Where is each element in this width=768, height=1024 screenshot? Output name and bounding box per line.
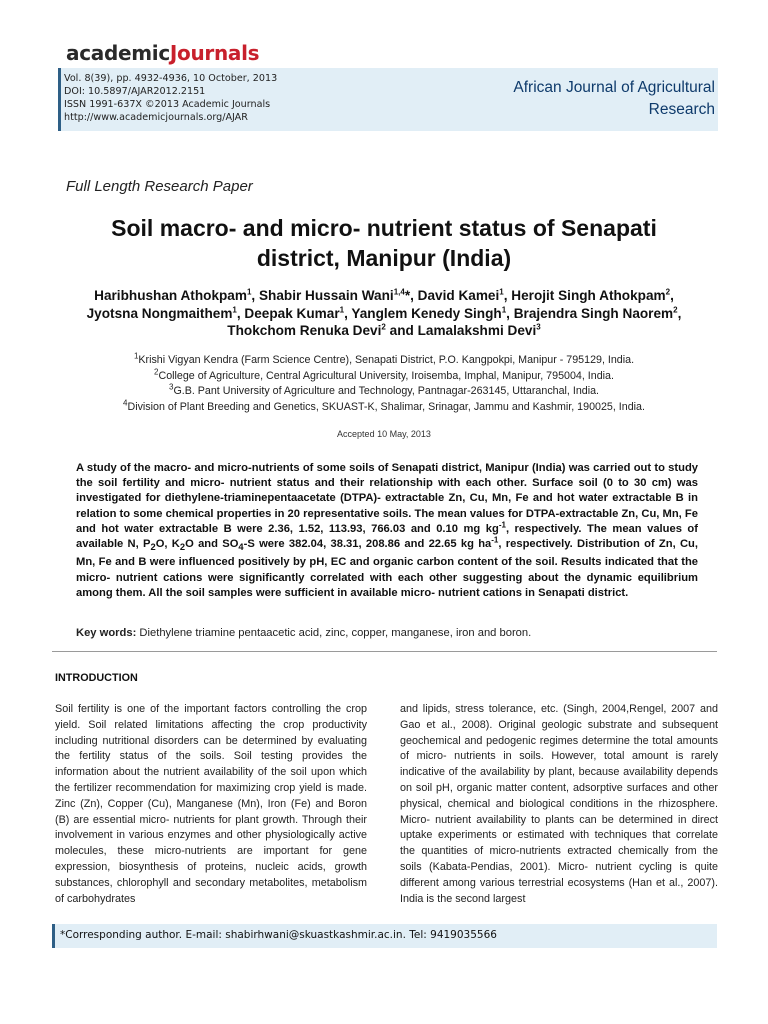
affiliation: $^4$Division of Plant Breeding and Genetics, SKUAST-K, Shalimar, Srinagar, Jammu and Kashmir, 190025, India. <box>123 397 645 413</box>
publisher-logo: academicJournals <box>66 41 260 65</box>
keywords-label: Key words: <box>76 627 137 639</box>
author: Brajendra Singh Naorem <box>513 305 674 321</box>
corresponding-author: *Corresponding author. E-mail: shabirhwani@skuastkashmir.ac.in. Tel: 9419035566 <box>60 929 497 941</box>
affiliation: $^1$Krishi Vigyan Kendra (Farm Science Centre), Senapati District, P.O. Kangpokpi, Manipur - 795129, India. <box>133 351 635 366</box>
author: Thokchom Renuka Devi <box>227 323 382 338</box>
author: Shabir Hussain Wani <box>258 288 394 303</box>
article-meta <box>64 72 277 124</box>
affiliations <box>58 353 710 415</box>
author: David Kamei <box>417 288 500 303</box>
volume-info: Vol. 8(39), pp. 4932-4936, 10 October, 2013 <box>64 73 278 84</box>
keywords <box>76 627 531 639</box>
paper-type: Full Length Research Paper <box>66 178 253 195</box>
journal-url[interactable]: http://www.academicjournals.org/AJAR <box>64 112 248 123</box>
body-column-right: and lipids, stress tolerance, etc. (Singh, 2004,Rengel, 2007 and Gao et al., 2008). Original geologic substrate and subsequent geochemical and pedogenic regimes determine the total amounts of micro- nutrients in soils. However, total amount is rarely indicative of the availability by plant, because availability depends on soil pH, organic matter content, adsorptive surfaces and other physical, chemical and biological conditions in the rhizosphere. Micro- nutrient availability to plants can be determined in direct uptake experiments or estimated with techniques that correlate the quantities of micro-nutrients extracted chemically from the soils (Kabata-Pendias, 2001). Micro- nutrient cycling is quite different among various terrestrial ecosystems (Han et al., 2007). India is the second largest <box>400 703 718 905</box>
abstract: A study of the macro- and micro-nutrients of some soils of Senapati district, Manipur (India) was carried out to study the soil fertility and micro- nutrient status and their relationship with each other. Surface soil (0 to 30 cm) was investigated for diethylene-triaminepentaacetate (DTPA)- extractable Zn, Cu, Mn, Fe and hot water extractable B in relation to some chemical properties in 20 representative soils. The mean values for DTPA-extractable Zn, Cu, Mn, Fe and hot water extractable B were 2.36, 1.52, 113.93, 766.03 and 0.10 mg $kg^{-1}$, respectively. The mean values of available N, $P_2O$, $K_2O$ and $SO_4-S$ were 382.04, 38.31, 208.86 and 22.65 kg $ha^{-1}$, respectively. Distribution of Zn, Cu, Mn, Fe and B were influenced positively by pH, EC and organic carbon content of the soil. Results indicated that the micro- nutrient cations were significantly correlated with each other suggesting about the dynamic equilibrium among them. All the soil samples were sufficient in available micro- nutrient cations in Senapati district. <box>76 462 698 599</box>
body-column-left: Soil fertility is one of the important factors controlling the crop yield. Soil related limitations affecting the crop productivity including nutritional disorders can be determined by evaluating the fertility status of the soils. Soil testing provides the information about the nutrient availability of the soil upon which the fertilizer recommendation for maximizing crop yield is made. Zinc (Zn), Copper (Cu), Manganese (Mn), Iron (Fe) and Boron (B) are essential micro- nutrients for plant growth. Through their involvement in various enzymes and other physiologically active molecules, these micro-nutrients are important for gene expression, biosynthesis of proteins, nucleic acids, growth substances, chlorophyll and secondary metabolites, metabolism of carbohydrates <box>55 703 367 905</box>
author: Herojit Singh Athokpam <box>511 288 666 303</box>
section-heading: INTRODUCTION <box>55 672 138 684</box>
author-list: Haribhushan Athokpam$^1$, Shabir Hussain Wani$^{1,4}$*, David Kamei$^1$, Herojit Singh Athokpam$^2$, Jyotsna Nongmaithem$^1$, Deepak Kumar$^1$, Yanglem Kenedy Singh$^1$, Brajendra Singh Naorem$^2$, Thokchom Renuka Devi$^2$ and Lamalakshmi Devi$^3$ <box>86 287 682 338</box>
affiliation: $^3$G.B. Pant University of Agriculture and Technology, Pantnagar-263145, Uttaranchal, India. <box>168 382 600 397</box>
paper-title: Soil macro- and micro- nutrient status of Senapati district, Manipur (India) <box>111 215 657 271</box>
keywords-text: Diethylene triamine pentaacetic acid, zinc, copper, manganese, iron and boron. <box>136 627 532 639</box>
author: Deepak Kumar <box>244 305 340 321</box>
affiliation: $^2$College of Agriculture, Central Agricultural University, Iroisemba, Imphal, Manipur, 795004, India. <box>154 366 614 382</box>
author: Yanglem Kenedy Singh <box>351 305 502 321</box>
doi[interactable]: DOI: 10.5897/AJAR2012.2151 <box>64 86 206 97</box>
issn: ISSN 1991-637X ©2013 Academic Journals <box>64 99 271 110</box>
author: Lamalakshmi Devi <box>417 323 537 338</box>
author: Jyotsna Nongmaithem <box>86 305 233 321</box>
journal-name: African Journal of Agricultural Research <box>513 79 715 118</box>
divider <box>52 651 717 652</box>
accepted-date: Accepted 10 May, 2013 <box>337 429 431 439</box>
author: Haribhushan Athokpam <box>94 288 247 303</box>
